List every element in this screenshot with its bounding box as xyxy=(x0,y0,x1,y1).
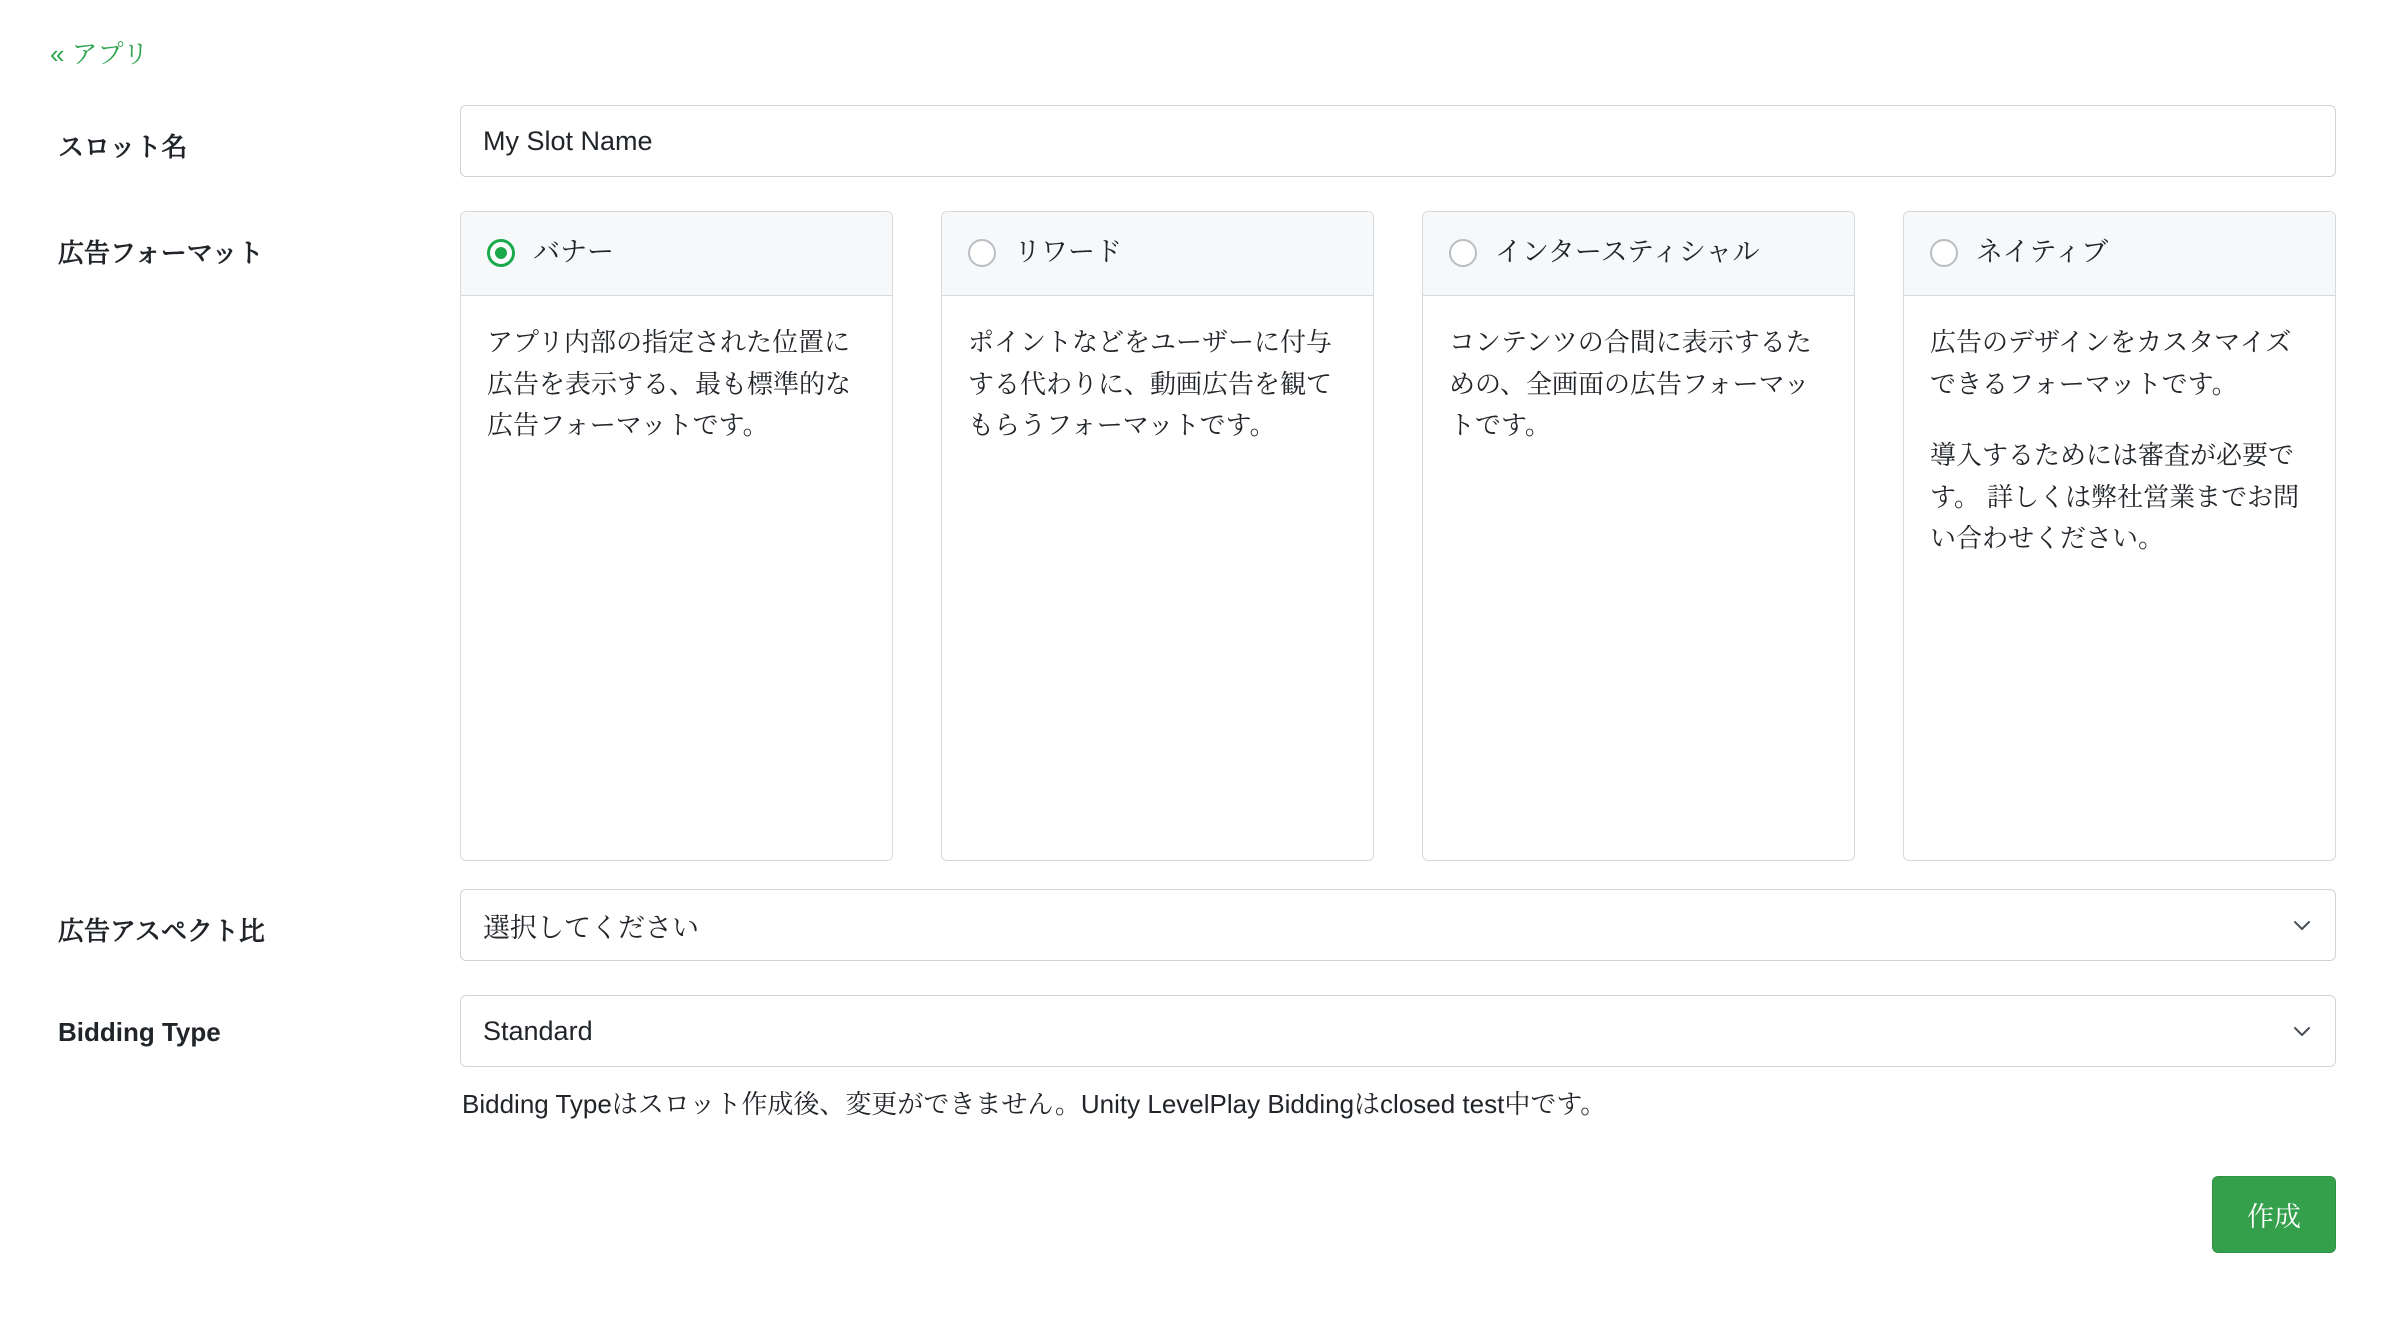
radio-interstitial-icon[interactable] xyxy=(1449,239,1477,267)
ad-format-card-banner[interactable] xyxy=(460,211,893,861)
slot-name-label: スロット名 xyxy=(58,132,188,162)
ad-format-field-wrap xyxy=(460,211,2366,861)
ad-format-card-native-desc: 広告のデザインをカスタマイズできるフォーマットです。 xyxy=(1930,327,2292,399)
ad-format-card-native[interactable] xyxy=(1903,211,2336,861)
ad-format-card-banner-body xyxy=(461,296,892,473)
aspect-ratio-select-wrap xyxy=(460,889,2336,961)
bidding-type-select[interactable] xyxy=(460,995,2336,1067)
ad-format-card-native-note: 導入するためには審査が必要です。 詳しくは弊社営業までお問い合わせください。 xyxy=(1930,440,2300,554)
ad-format-card-banner-header[interactable] xyxy=(461,212,892,296)
bidding-type-field-wrap xyxy=(460,995,2366,1124)
ad-format-card-interstitial-body xyxy=(1423,296,1854,473)
ad-format-card-native-body xyxy=(1904,296,2335,586)
ad-format-card-rewarded-body xyxy=(942,296,1373,473)
aspect-ratio-field-wrap xyxy=(460,889,2366,961)
bidding-type-selected-value: Standard xyxy=(483,1015,593,1046)
field-row-slot-name xyxy=(40,105,2366,177)
ad-format-card-rewarded-desc: ポイントなどをユーザーに付与する代わりに、動画広告を観てもらうフォーマットです。 xyxy=(968,327,1333,441)
aspect-ratio-select[interactable] xyxy=(460,889,2336,961)
ad-format-card-interstitial-header[interactable] xyxy=(1423,212,1854,296)
field-row-bidding-type xyxy=(40,995,2366,1124)
ad-format-card-native-title: ネイティブ xyxy=(1976,237,2109,267)
ad-format-card-group xyxy=(460,211,2336,861)
ad-format-card-interstitial[interactable] xyxy=(1422,211,1855,861)
radio-rewarded-icon[interactable] xyxy=(968,239,996,267)
bidding-type-label: Bidding Type xyxy=(58,1017,221,1047)
ad-format-card-rewarded-header[interactable] xyxy=(942,212,1373,296)
ad-format-card-interstitial-desc: コンテンツの合間に表示するための、全画面の広告フォーマットです。 xyxy=(1449,327,1812,441)
ad-format-card-rewarded[interactable] xyxy=(941,211,1374,861)
ad-format-card-native-header[interactable] xyxy=(1904,212,2335,296)
ad-format-card-banner-desc: アプリ内部の指定された位置に広告を表示する、最も標準的な広告フォーマットです。 xyxy=(487,327,852,441)
bidding-type-helper-text: Bidding Typeはスロット作成後、変更ができません。Unity LevelPlay Biddingはclosed test中です。 xyxy=(462,1089,1607,1119)
ad-format-card-rewarded-title: リワード xyxy=(1014,237,1122,267)
radio-native-icon[interactable] xyxy=(1930,239,1958,267)
form-actions xyxy=(40,1132,2366,1293)
bidding-type-select-wrap xyxy=(460,995,2336,1067)
field-row-ad-format xyxy=(40,211,2366,861)
ad-format-label: 広告フォーマット xyxy=(58,238,264,268)
slot-name-field-wrap xyxy=(460,105,2366,177)
create-button[interactable]: 作成 xyxy=(2212,1176,2336,1253)
ad-format-card-interstitial-title: インタースティシャル xyxy=(1495,237,1760,267)
slot-name-input[interactable] xyxy=(460,105,2336,177)
radio-banner-icon[interactable] xyxy=(487,239,515,267)
field-row-aspect-ratio xyxy=(40,889,2366,961)
ad-format-card-banner-title: バナー xyxy=(533,237,614,267)
aspect-ratio-label: 広告アスペクト比 xyxy=(58,916,265,946)
breadcrumb-back-to-apps[interactable]: « アプリ xyxy=(50,39,149,69)
aspect-ratio-selected-value: 選択してください xyxy=(483,912,699,943)
